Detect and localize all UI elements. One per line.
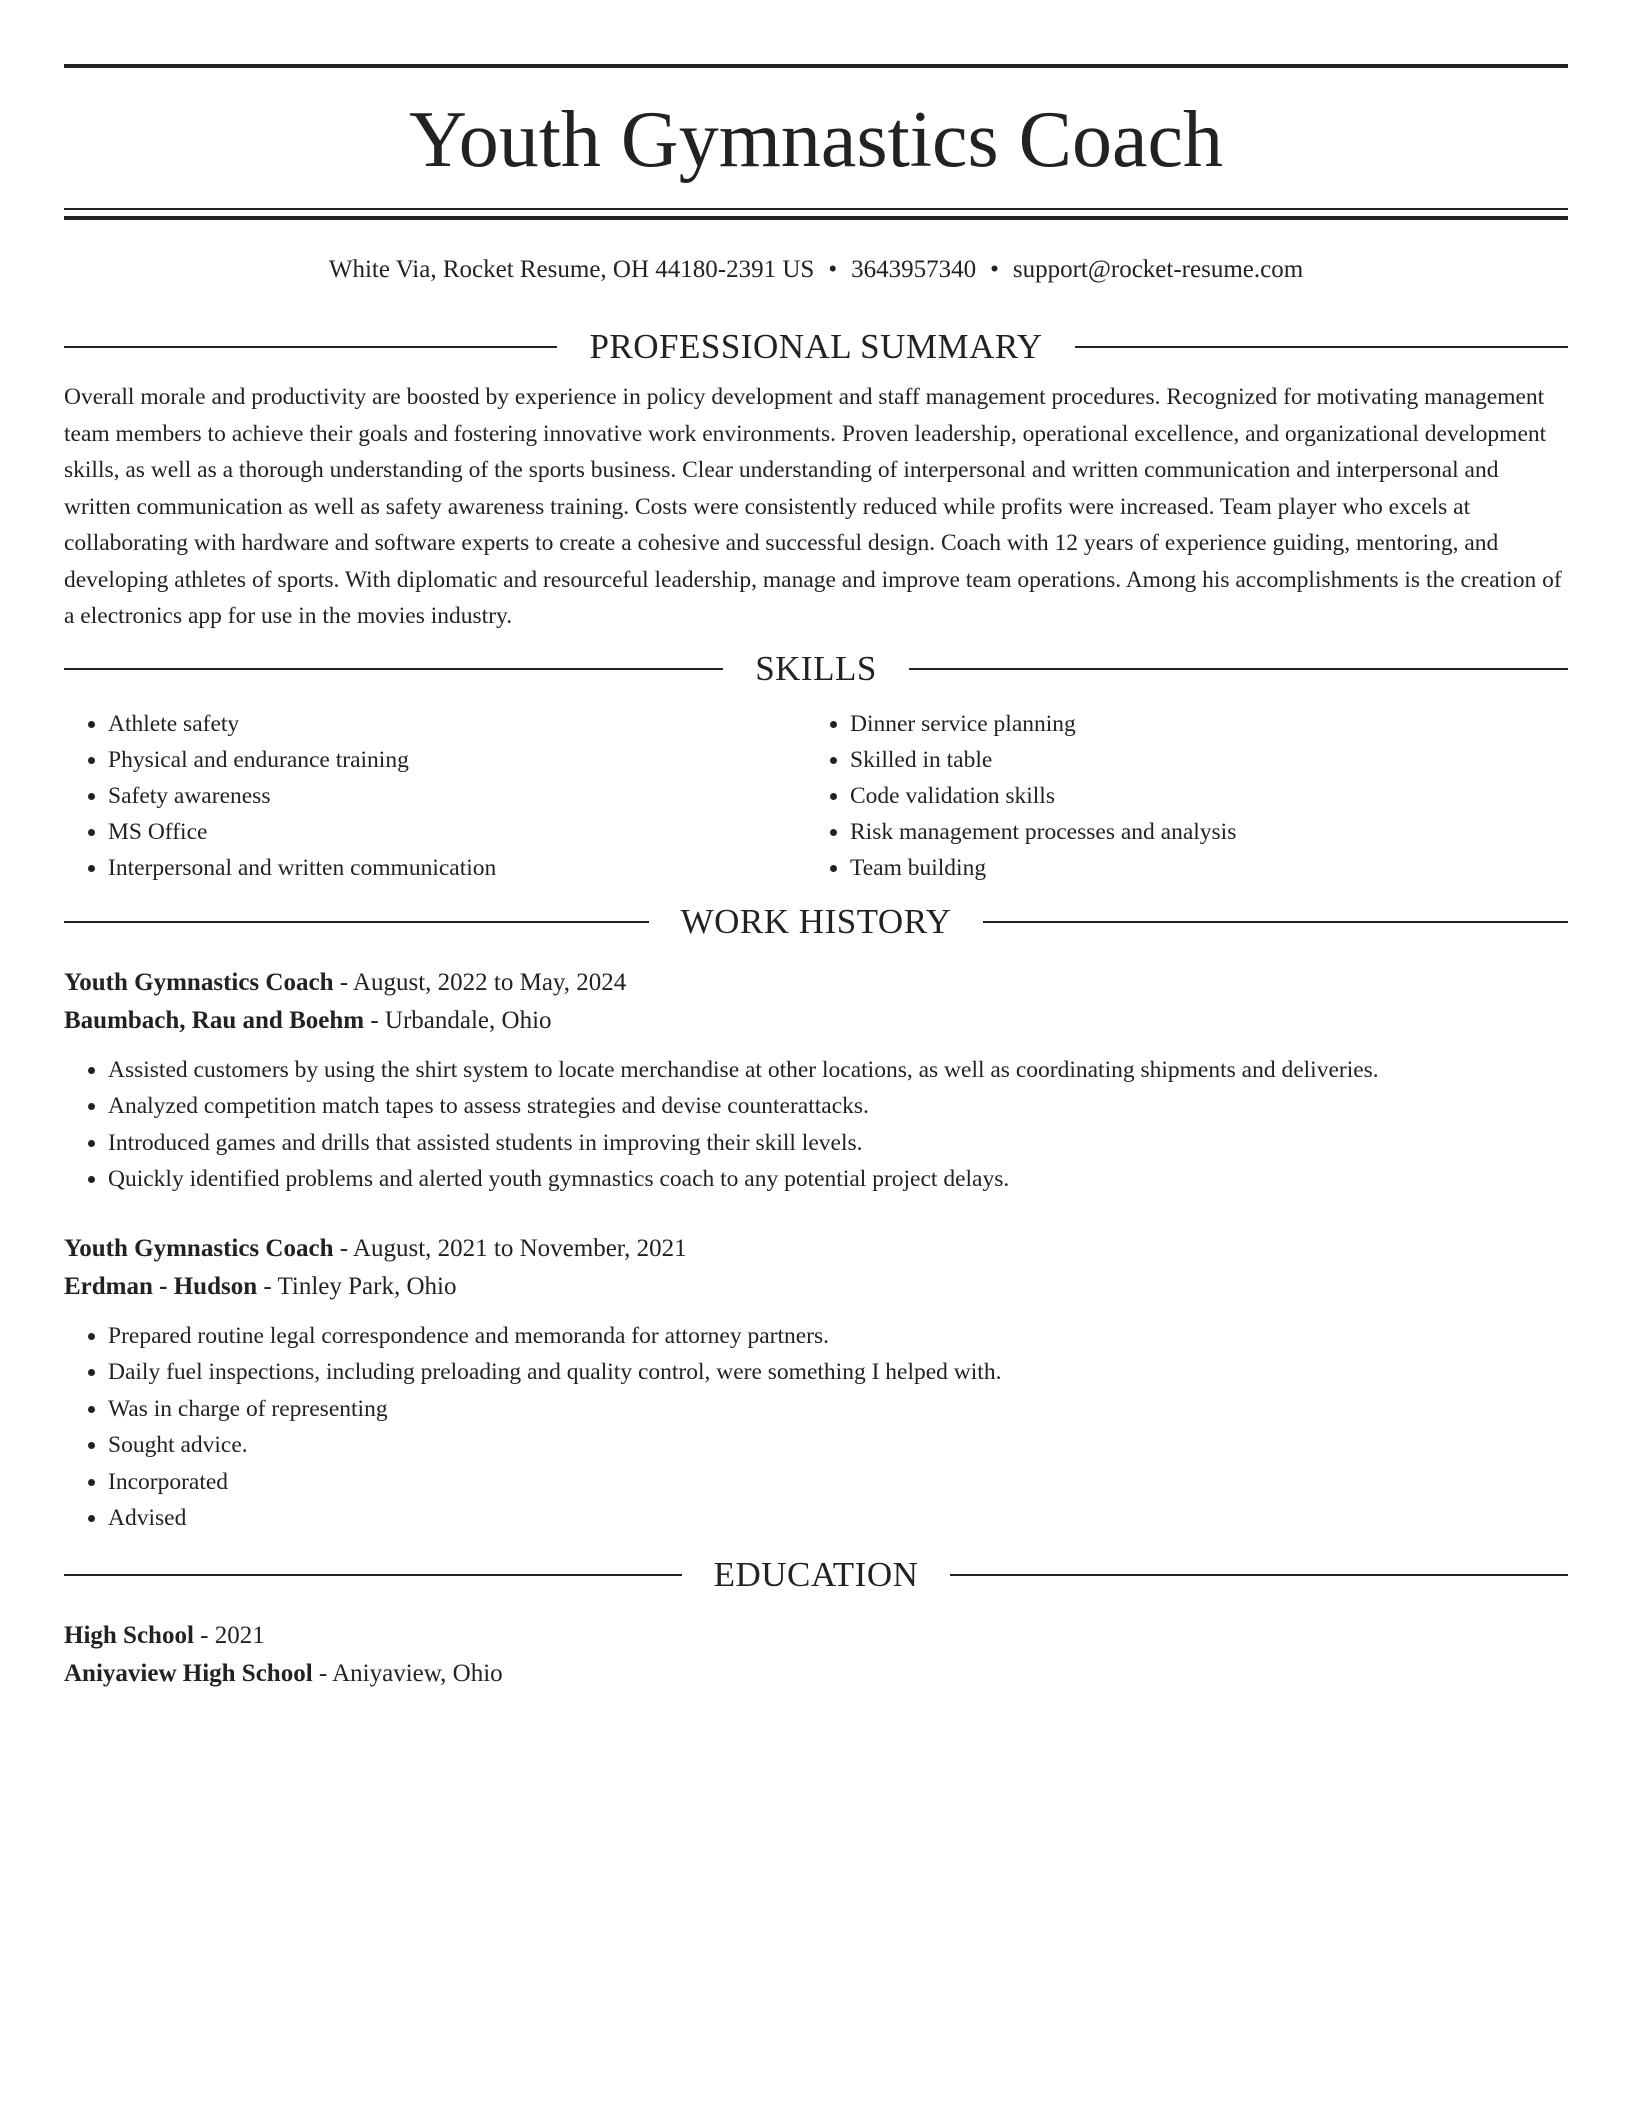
contact-email: support@rocket-resume.com — [1012, 256, 1304, 283]
job-bullet: • Sought advice. — [108, 1427, 1568, 1464]
job-bullet: • Advised — [108, 1500, 1568, 1537]
job-bullet: • Analyzed competition match tapes to assess strategies and devise counterattacks. — [108, 1088, 1568, 1125]
contact-phone: 3643957340 — [851, 256, 977, 283]
skill-item: • Physical and endurance training — [108, 742, 806, 778]
contact-line — [64, 255, 1568, 285]
candidate-name: Youth Gymnastics Coach — [408, 96, 1224, 184]
education-section-header — [64, 1555, 1568, 1595]
job-company: Baumbach, Rau and Boehm — [64, 1006, 365, 1034]
section-rule-left — [64, 668, 723, 670]
contact-separator: • — [828, 256, 838, 283]
job-bullets — [64, 1052, 1568, 1198]
skill-item: • Dinner service planning — [850, 706, 1548, 742]
job-entry — [64, 964, 1568, 1198]
education-section-title: EDUCATION — [713, 1554, 919, 1594]
section-rule-left — [64, 1574, 682, 1576]
work-section-header — [64, 902, 1568, 942]
job-title-line — [64, 1230, 1568, 1268]
section-rule-right — [983, 921, 1568, 923]
section-rule-right — [1075, 346, 1568, 348]
job-title-line — [64, 964, 1568, 1002]
job-bullets — [64, 1318, 1568, 1537]
education-entry — [64, 1617, 1568, 1693]
header-rule-thick — [64, 216, 1568, 220]
education-location: - Aniyaview, Ohio — [312, 1659, 503, 1687]
job-location: - Tinley Park, Ohio — [257, 1272, 457, 1300]
job-dates: - August, 2022 to May, 2024 — [333, 968, 627, 996]
education-year: - 2021 — [193, 1621, 265, 1649]
job-company-line — [64, 1268, 1568, 1306]
skill-item: • Code validation skills — [850, 778, 1548, 814]
job-dates: - August, 2021 to November, 2021 — [333, 1234, 687, 1262]
job-bullet: • Was in charge of representing — [108, 1391, 1568, 1428]
job-company: Erdman - Hudson — [64, 1272, 258, 1300]
section-rule-right — [950, 1574, 1568, 1576]
job-bullet: • Assisted customers by using the shirt system to locate merchandise at other locations, as well as coordinating shipments and deliveries. — [108, 1052, 1568, 1089]
skills-section-header — [64, 649, 1568, 689]
contact-separator: • — [990, 256, 999, 283]
resume-page — [64, 64, 1568, 1693]
skill-item: • Risk management processes and analysis — [850, 814, 1548, 850]
work-section-title: WORK HISTORY — [680, 901, 952, 941]
summary-text: Overall morale and productivity are boosted by experience in policy development and staff management procedures. Recognized for motivating management team members to achieve their goals and fostering innovative work environments. Proven leadership, operational excellence, and organizational development skills, as well as a thorough understanding of the sports business. Clear understanding of interpersonal and written communication and interpersonal and written communication as well as safety awareness training. Costs were consistently reduced while profits were increased. Team player who excels at collaborating with hardware and software experts to create a cohesive and successful design. Coach with 12 years of experience guiding, mentoring, and developing athletes of sports. With diplomatic and resourceful leadership, manage and improve team operations. Among his accomplishments is the creation of a electronics app for use in the movies industry. — [64, 384, 1562, 629]
skill-item: • Athlete safety — [108, 706, 806, 742]
skills-section-title: SKILLS — [755, 648, 877, 688]
job-bullet: • Incorporated — [108, 1464, 1568, 1501]
education-school: Aniyaview High School — [64, 1659, 313, 1687]
header-top-rule — [64, 64, 1568, 68]
education-school-line — [64, 1655, 1568, 1693]
skill-item: • Interpersonal and written communication — [108, 850, 806, 886]
summary-section-title: PROFESSIONAL SUMMARY — [589, 327, 1043, 366]
job-company-line — [64, 1002, 1568, 1040]
education-degree: High School — [64, 1621, 194, 1649]
job-entry — [64, 1230, 1568, 1537]
section-rule-right — [909, 668, 1568, 670]
job-role: Youth Gymnastics Coach — [64, 1234, 334, 1262]
skill-item: • Safety awareness — [108, 778, 806, 814]
section-rule-left — [64, 921, 649, 923]
job-bullet: • Daily fuel inspections, including preloading and quality control, were something I helped with. — [108, 1354, 1568, 1391]
education-degree-line — [64, 1617, 1568, 1655]
section-rule-left — [64, 346, 557, 348]
skills-column-right — [806, 706, 1548, 886]
skill-item: • Team building — [850, 850, 1548, 886]
job-bullet: • Quickly identified problems and alerted youth gymnastics coach to any potential project delays. — [108, 1161, 1568, 1198]
skills-column-left — [64, 706, 806, 886]
summary-section-header — [64, 327, 1568, 367]
job-location: - Urbandale, Ohio — [364, 1006, 552, 1034]
job-bullet: • Prepared routine legal correspondence and memoranda for attorney partners. — [108, 1318, 1568, 1355]
job-role: Youth Gymnastics Coach — [64, 968, 334, 996]
contact-address: White Via, Rocket Resume, OH 44180-2391 US — [328, 256, 815, 283]
skill-item: • MS Office — [108, 814, 806, 850]
job-bullet: • Introduced games and drills that assisted students in improving their skill levels. — [108, 1125, 1568, 1162]
skills-list — [64, 706, 1568, 886]
skill-item: • Skilled in table — [850, 742, 1548, 778]
header-rule-thin — [64, 208, 1568, 210]
